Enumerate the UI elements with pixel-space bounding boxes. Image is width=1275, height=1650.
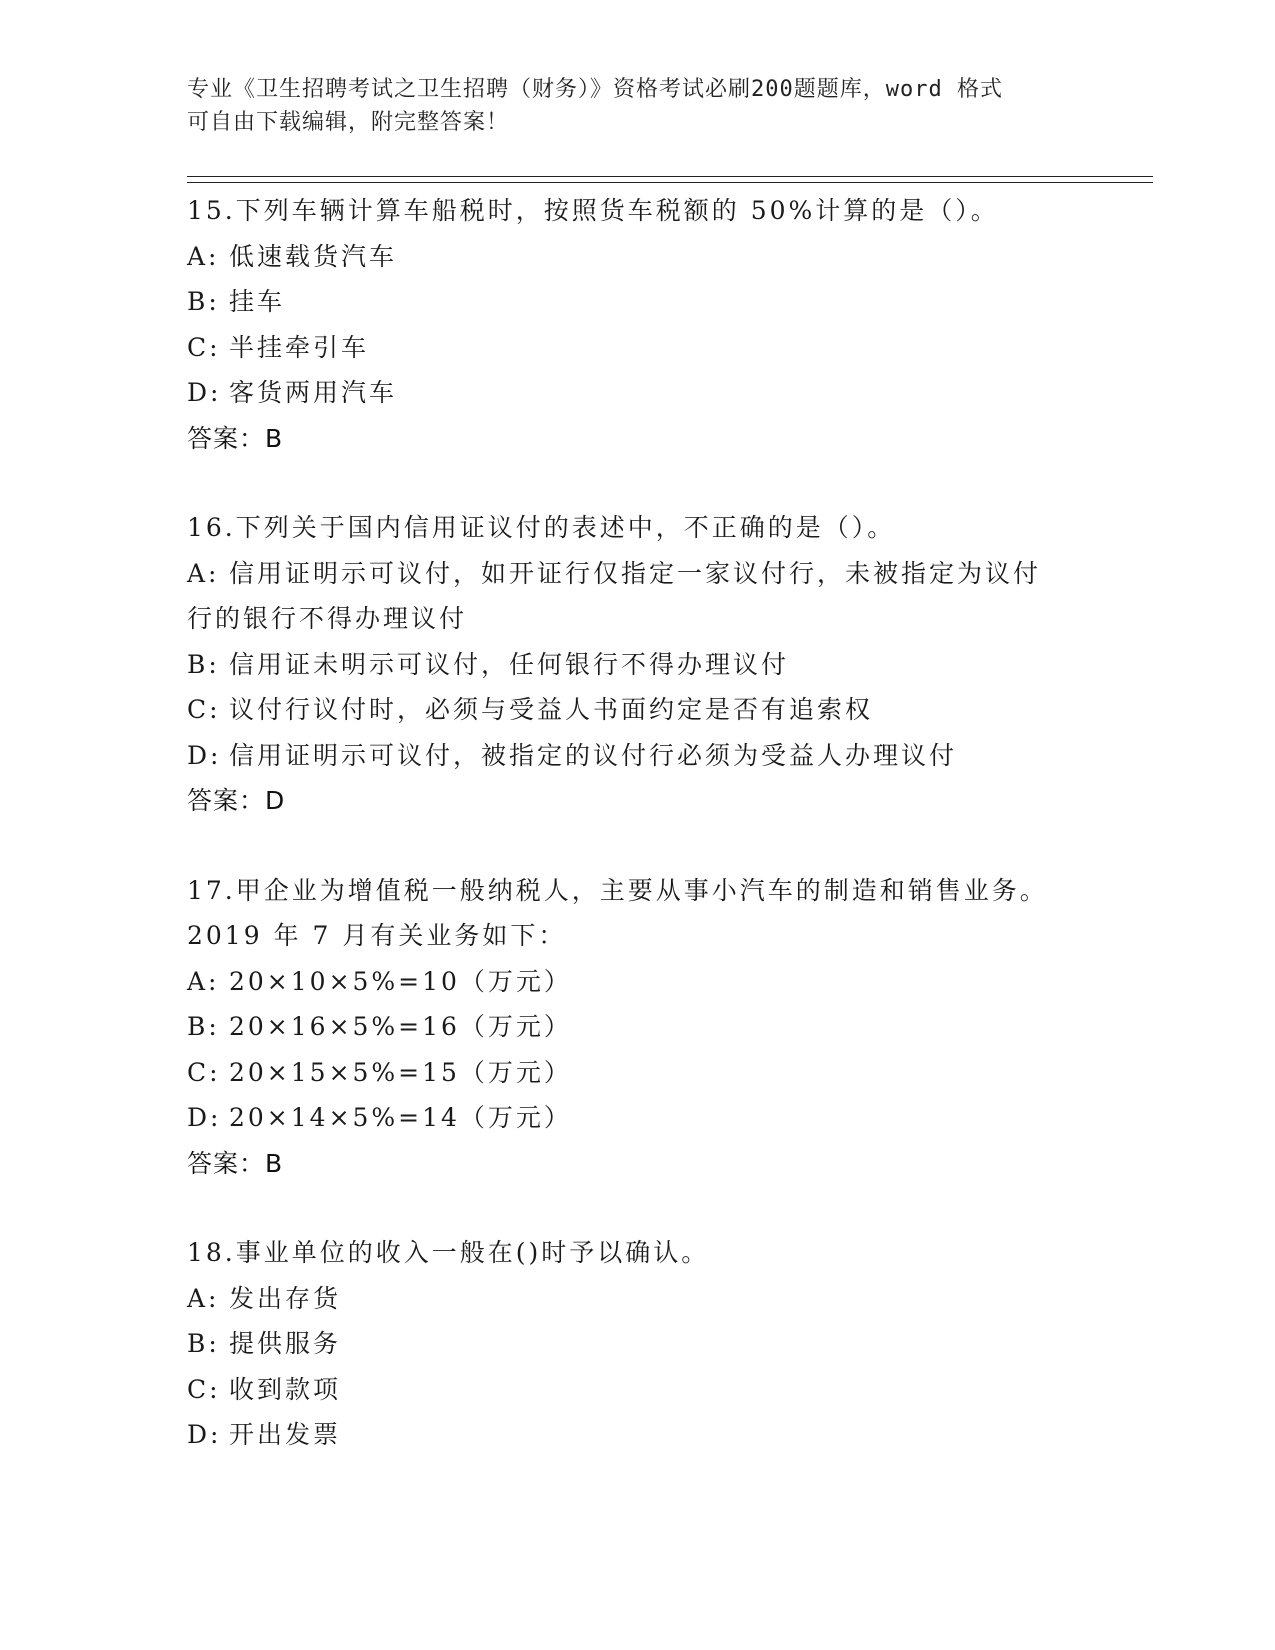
- answer-line: 答案：D: [187, 786, 286, 815]
- question-18: [187, 1230, 1087, 1458]
- option-text: 信用证明示可议付，被指定的议付行必须为受益人办理议付: [229, 740, 958, 770]
- option-c: [187, 325, 1087, 371]
- option-a: [187, 234, 1087, 280]
- option-b: [187, 1004, 1087, 1050]
- option-a: [187, 1276, 1087, 1322]
- header-line-1: 专业《卫生招聘考试之卫生招聘（财务）》资格考试必刷200题题库，word 格式: [187, 77, 1003, 102]
- option-d: [187, 1412, 1087, 1458]
- answer-line: 答案：B: [187, 423, 284, 453]
- answer-line: 答案：B: [187, 1148, 284, 1178]
- question-stem: 18.事业单位的收入一般在()时予以确认。: [187, 1238, 710, 1267]
- option-letter: C:: [187, 695, 221, 724]
- option-letter: A:: [187, 1283, 220, 1313]
- question-17: [187, 868, 1087, 1187]
- option-a: [187, 959, 1087, 1005]
- option-letter: C:: [187, 1374, 221, 1404]
- question-stem: 15.下列车辆计算车船税时，按照货车税额的 50%计算的是（）。: [187, 196, 999, 225]
- option-letter: D:: [187, 740, 222, 770]
- option-text: 议付行议付时，必须与受益人书面约定是否有追索权: [229, 695, 874, 724]
- question-stem: 16.下列关于国内信用证议付的表述中，不正确的是（）。: [187, 513, 896, 542]
- header-double-rule: [187, 176, 1153, 183]
- option-c: [187, 1050, 1087, 1096]
- option-d: [187, 1095, 1087, 1141]
- option-text: 提供服务: [229, 1329, 342, 1358]
- option-c: [187, 1367, 1087, 1413]
- document-header: [187, 73, 1087, 139]
- option-letter: C:: [187, 1057, 221, 1087]
- option-b: [187, 279, 1087, 325]
- option-b: [187, 642, 1087, 688]
- question-16: [187, 505, 1087, 824]
- option-d: [187, 733, 1087, 779]
- option-text: 20×15×5%=15（万元）: [229, 1057, 572, 1087]
- option-text: 发出存货: [229, 1283, 342, 1313]
- option-text: 半挂牵引车: [229, 332, 370, 362]
- option-letter: B:: [187, 287, 220, 316]
- option-text: 20×16×5%=16（万元）: [229, 1012, 572, 1041]
- option-text: 收到款项: [229, 1374, 342, 1404]
- option-letter: D:: [187, 1420, 222, 1449]
- option-text: 低速载货汽车: [229, 241, 398, 271]
- option-a: [187, 551, 1087, 597]
- option-text: 信用证明示可议付，如开证行仅指定一家议付行，未被指定为议付: [229, 558, 1042, 588]
- option-text: 挂车: [229, 287, 286, 316]
- option-letter: A:: [187, 241, 220, 271]
- option-letter: D:: [187, 1103, 222, 1132]
- option-letter: B:: [187, 1012, 220, 1041]
- question-list: [187, 188, 1087, 1502]
- option-text: 20×14×5%=14（万元）: [229, 1103, 572, 1132]
- option-a-continued: 行的银行不得办理议付: [187, 604, 468, 633]
- option-text: 信用证未明示可议付，任何银行不得办理议付: [229, 649, 790, 679]
- option-d: [187, 370, 1087, 416]
- option-letter: D:: [187, 378, 222, 407]
- option-text: 开出发票: [229, 1420, 342, 1449]
- header-line-2: 可自由下载编辑，附完整答案！: [187, 110, 510, 135]
- option-letter: B:: [187, 1329, 220, 1358]
- option-letter: B:: [187, 649, 220, 679]
- question-stem-continued: 2019 年 7 月有关业务如下：: [187, 921, 567, 950]
- option-b: [187, 1321, 1087, 1367]
- option-text: 20×10×5%=10（万元）: [229, 966, 572, 996]
- question-15: [187, 188, 1087, 461]
- option-letter: A:: [187, 966, 220, 996]
- option-text: 客货两用汽车: [229, 378, 398, 407]
- option-c: [187, 687, 1087, 733]
- question-stem: 17.甲企业为增值税一般纳税人，主要从事小汽车的制造和销售业务。: [187, 875, 1048, 905]
- option-letter: C:: [187, 332, 221, 362]
- option-letter: A:: [187, 558, 220, 588]
